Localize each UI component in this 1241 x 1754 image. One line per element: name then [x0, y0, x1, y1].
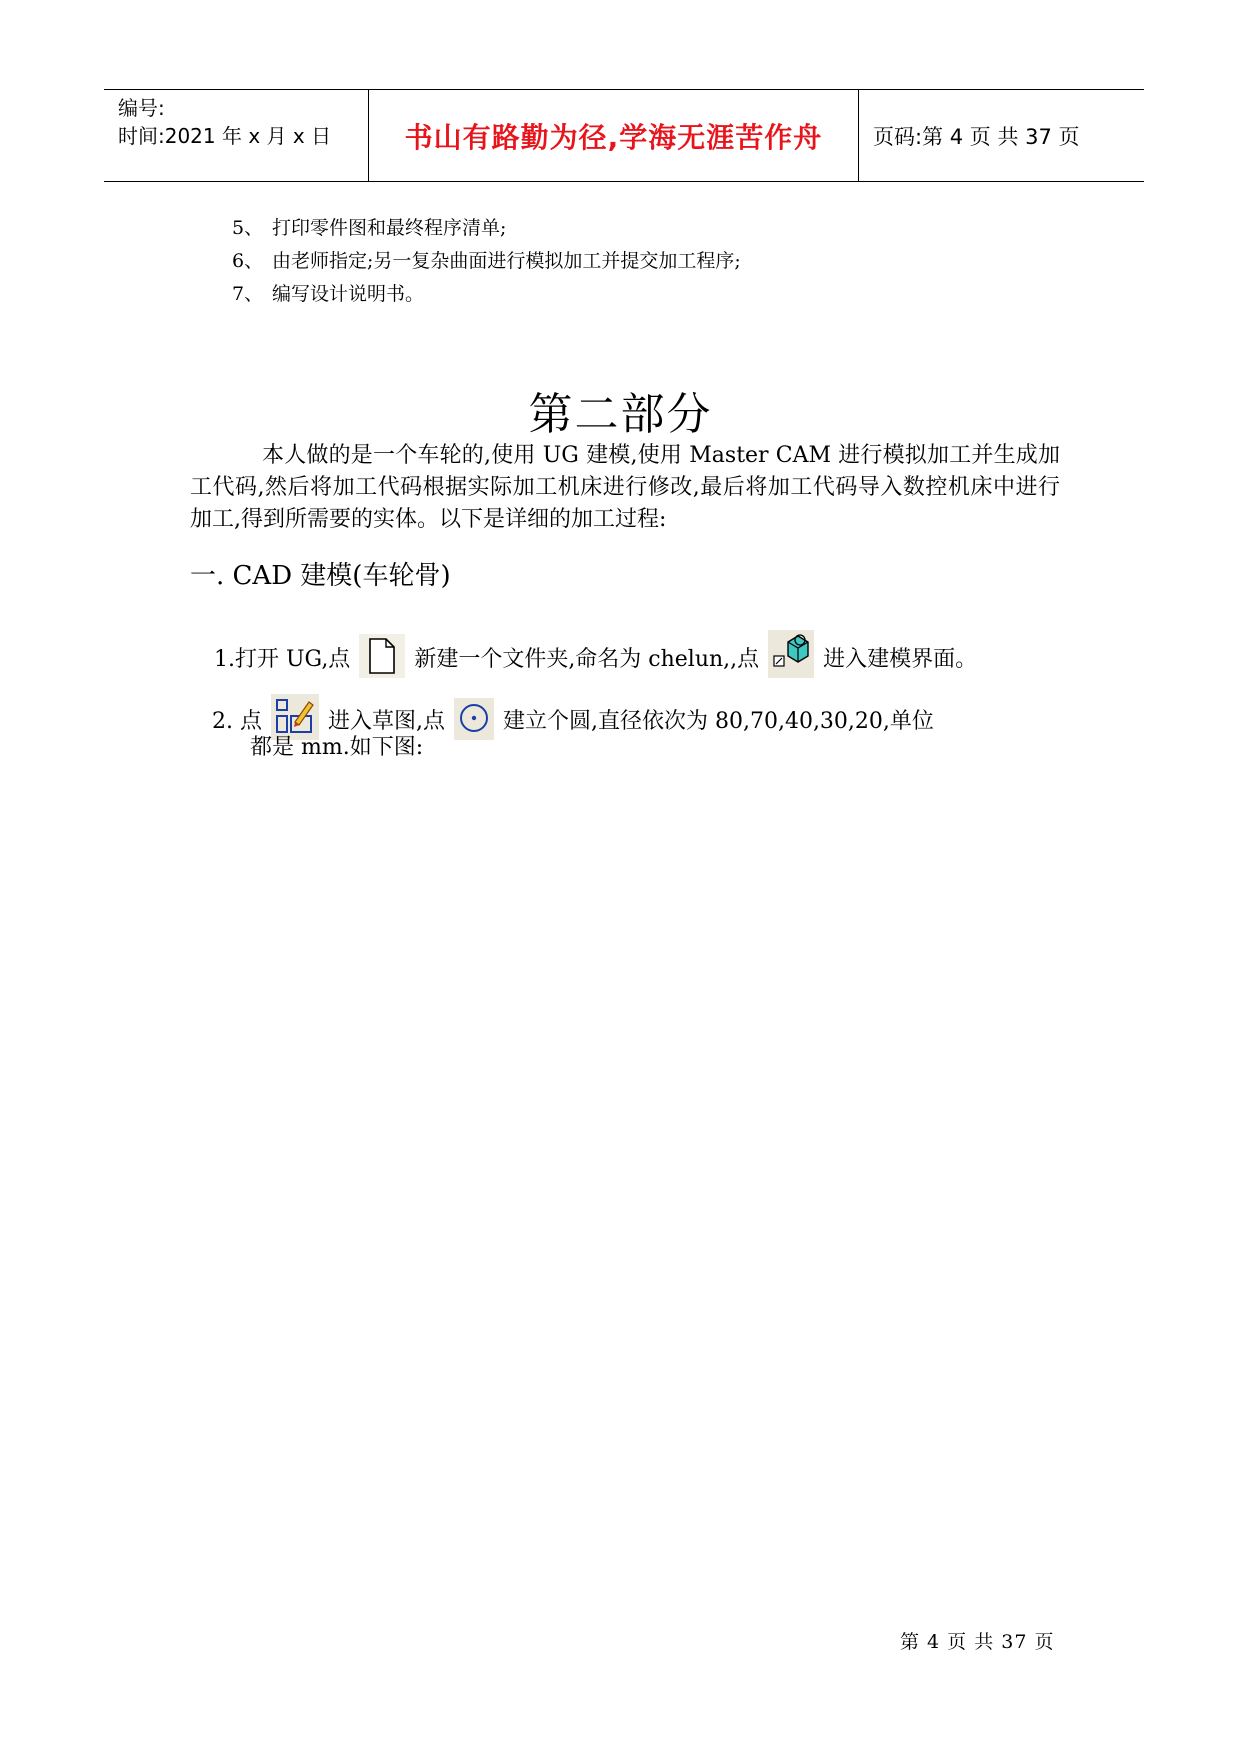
- step-text: 由老师指定;另一复杂曲面进行模拟加工并提交加工程序;: [272, 250, 741, 272]
- page-header: [104, 89, 1144, 182]
- motto-text: 书山有路勤为径,学海无涯苦作舟: [404, 120, 823, 154]
- new-file-icon: [359, 634, 405, 688]
- header-meta: [104, 90, 369, 181]
- instruction-2-part-c: 建立个圆,直径依次为 80,70,40,30,20,单位: [502, 709, 934, 734]
- page-footer: 第 4 页 共 37 页: [900, 1631, 1055, 1653]
- step-number: 5、: [232, 217, 264, 239]
- instruction-1-part-c: 进入建模界面。: [823, 647, 978, 672]
- page-label: 页码:第 4 页 共 37 页: [873, 124, 1080, 149]
- section-title: 第二部分: [528, 389, 713, 440]
- header-page-number: [859, 90, 1144, 181]
- step-text: 编写设计说明书。: [272, 283, 425, 305]
- step-number: 6、: [232, 250, 264, 272]
- step-text: 打印零件图和最终程序清单;: [272, 217, 507, 239]
- instruction-2-continued: 都是 mm.如下图:: [250, 735, 424, 760]
- step-number: 7、: [232, 283, 264, 305]
- cad-heading: 一. CAD 建模(车轮骨): [190, 561, 451, 591]
- header-motto: [369, 90, 859, 181]
- modeling-icon: [768, 630, 814, 688]
- serial-label: 编号:: [118, 96, 165, 120]
- instruction-1-part-b: 新建一个文件夹,命名为 chelun,,点: [414, 647, 760, 672]
- intro-paragraph: 本人做的是一个车轮的,使用 UG 建模,使用 Master CAM 进行模拟加工并生成加工代码,然后将加工代码根据实际加工机床进行修改,最后将加工代码导入数控机床中进行加工,得到所需要的实体。以下是详细的加工过程:: [190, 443, 1060, 532]
- steps-list: [232, 212, 741, 311]
- circle-icon: [454, 698, 494, 750]
- list-item: [232, 278, 741, 311]
- time-label: 时间:2021 年 x 月 x 日: [118, 124, 332, 148]
- list-item: [232, 212, 741, 245]
- instruction-2-part-a: 2. 点: [212, 709, 262, 734]
- instruction-2-part-b: 进入草图,点: [327, 709, 445, 734]
- instruction-1: [214, 630, 977, 688]
- list-item: [232, 245, 741, 278]
- instruction-1-part-a: 1.打开 UG,点: [214, 647, 351, 672]
